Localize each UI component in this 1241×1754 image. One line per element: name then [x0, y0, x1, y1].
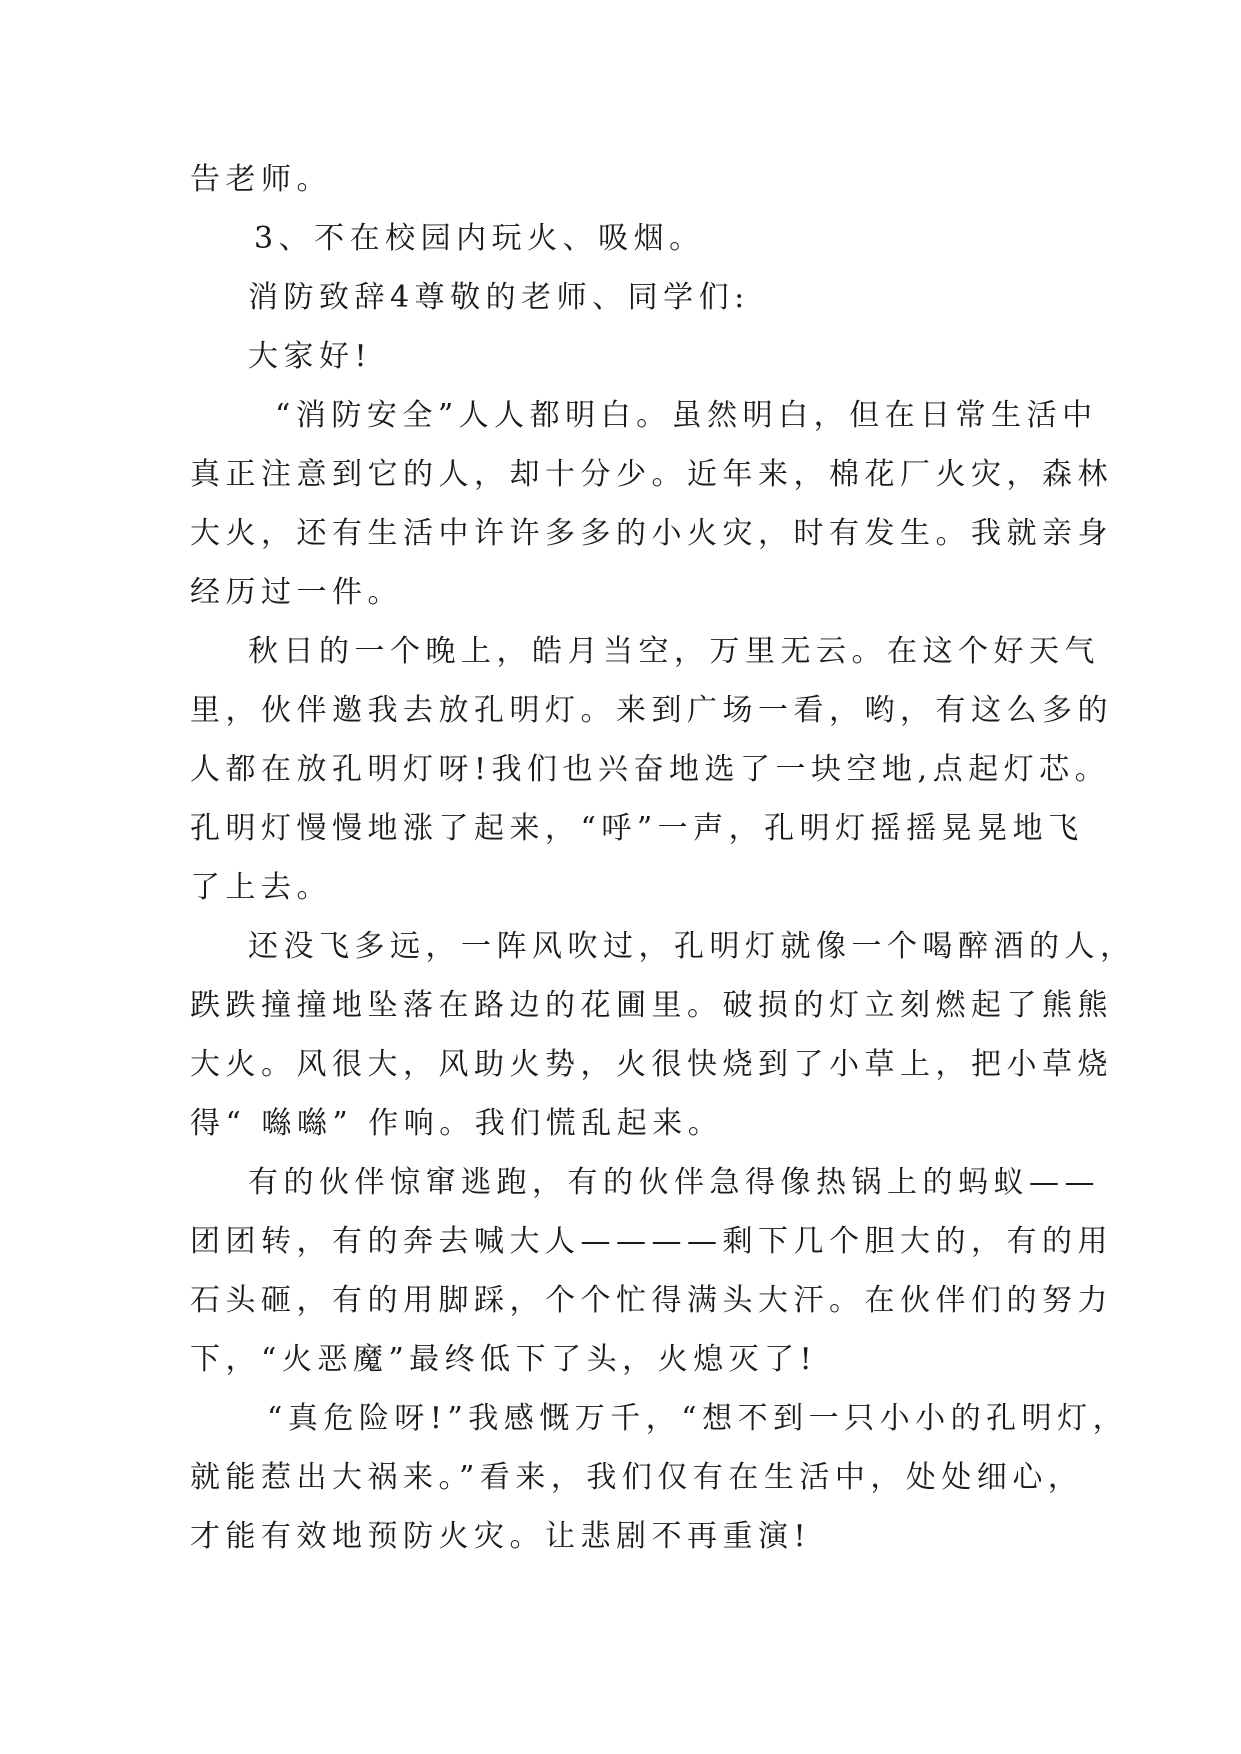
text-line: “消防安全”人人都明白。虽然明白，但在日常生活中	[275, 398, 1098, 433]
text-line: 石头砸，有的用脚踩，个个忙得满头大汗。在伙伴们的努力	[190, 1283, 1113, 1318]
text-line: 真正注意到它的人，却十分少。近年来，棉花厂火灾，森林	[190, 457, 1113, 492]
article-body	[190, 150, 1136, 1566]
text-line: 才能有效地预防火灾。让悲剧不再重演!	[190, 1519, 812, 1554]
text-line: 大火。风很大，风助火势，火很快烧到了小草上，把小草烧	[190, 1047, 1113, 1082]
text-line: 孔明灯慢慢地涨了起来，“呼”一声，孔明灯摇摇晃晃地飞	[190, 811, 1084, 846]
text-line: 3、不在校园内玩火、吸烟。	[254, 221, 705, 256]
text-line: 就能惹出大祸来。”看来，我们仅有在生活中，处处细心，	[190, 1460, 1084, 1495]
text-line: 秋日的一个晚上，皓月当空，万里无云。在这个好天气	[248, 634, 1100, 669]
text-line: 得“ 噝噝” 作响。我们慌乱起来。	[190, 1106, 724, 1141]
text-line: 里，伙伴邀我去放孔明灯。来到广场一看，哟，有这么多的	[190, 693, 1113, 728]
text-line: 经历过一件。	[190, 575, 403, 610]
text-line: 还没飞多远，一阵风吹过，孔明灯就像一个喝醉酒的人，	[248, 929, 1136, 964]
text-line: 告老师。	[190, 162, 332, 197]
text-line: “真危险呀!”我感慨万千，“想不到一只小小的孔明灯，	[267, 1401, 1129, 1436]
text-line: 团团转，有的奔去喊大人————剩下几个胆大的，有的用	[190, 1224, 1113, 1259]
text-line: 下，“火恶魔”最终低下了头，火熄灭了!	[190, 1342, 818, 1377]
text-line: 人都在放孔明灯呀!我们也兴奋地选了一块空地,点起灯芯。	[190, 752, 1111, 787]
text-line: 了上去。	[190, 870, 332, 905]
text-line: 跌跌撞撞地坠落在路边的花圃里。破损的灯立刻燃起了熊熊	[190, 988, 1113, 1023]
text-line: 大火，还有生活中许许多多的小火灾，时有发生。我就亲身	[190, 516, 1113, 551]
text-line: 大家好!	[248, 339, 373, 374]
text-line: 有的伙伴惊窜逃跑，有的伙伴急得像热锅上的蚂蚁——	[248, 1165, 1100, 1200]
text-line: 消防致辞4尊敬的老师、同学们:	[248, 280, 750, 315]
